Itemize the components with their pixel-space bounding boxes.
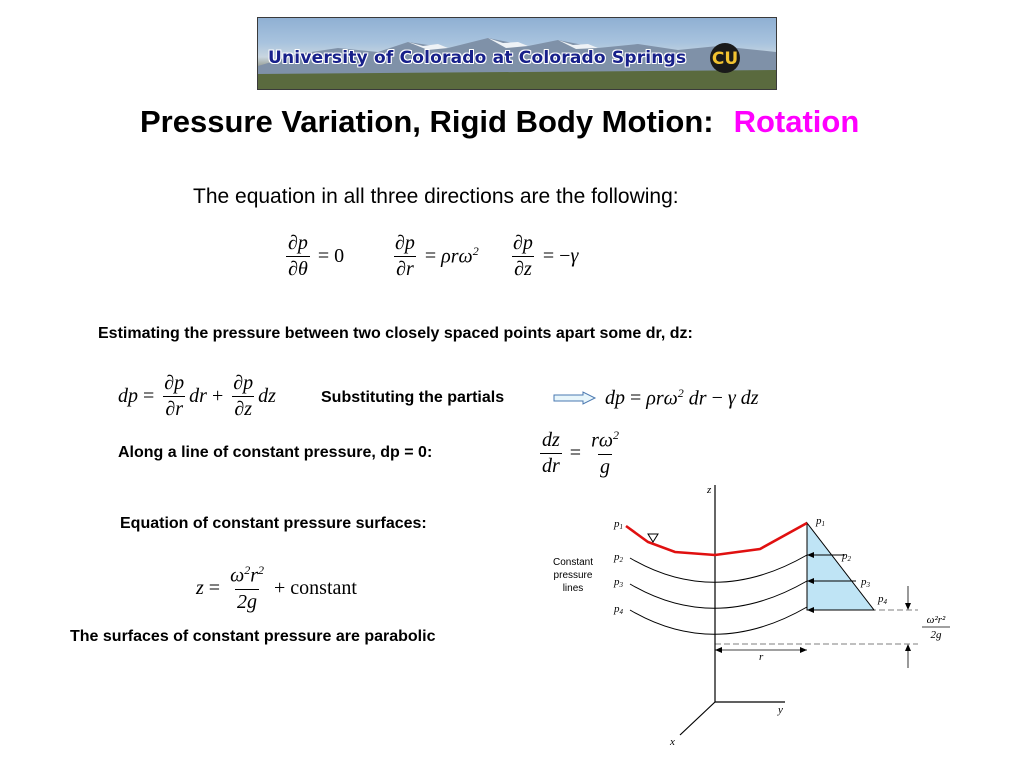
caption-line-3: lines bbox=[562, 583, 584, 594]
banner-title: University of Colorado at Colorado Springs bbox=[268, 48, 687, 68]
x-axis-line bbox=[680, 702, 715, 735]
x-axis-label: x bbox=[670, 736, 675, 748]
equation-dp-dtheta: $\frac{\partial p}{\partial\theta}$ = 0 bbox=[288, 232, 345, 280]
right-label-p4: p4 bbox=[878, 593, 887, 606]
height-label-numerator: ω²r² bbox=[926, 614, 946, 626]
equation-slope: $\frac{dz}{dr}$ = $\frac{r\omega^2}{g}$ bbox=[542, 428, 619, 478]
left-label-p3: p3 bbox=[614, 576, 623, 589]
along-line-text: Along a line of constant pressure, dp = 0: bbox=[118, 444, 433, 461]
left-label-p4: p4 bbox=[614, 603, 623, 616]
surfaces-heading: Equation of constant pressure surfaces: bbox=[120, 515, 427, 532]
radius-arrowhead-left bbox=[715, 647, 722, 653]
free-surface-symbol-icon bbox=[648, 534, 658, 542]
equation-dp-dz: $\frac{\partial p}{\partial z}$ = − γ bbox=[513, 232, 579, 280]
cu-logo-icon bbox=[705, 42, 745, 74]
y-axis-label: y bbox=[778, 704, 783, 716]
curve-p3 bbox=[630, 581, 807, 608]
radius-label: r bbox=[759, 651, 764, 663]
constant-word: constant bbox=[290, 576, 357, 599]
title-accent: Rotation bbox=[733, 104, 860, 139]
curve-p2 bbox=[630, 555, 807, 582]
height-arrowhead-bottom bbox=[905, 644, 911, 651]
substituting-text: Substituting the partials bbox=[321, 389, 505, 406]
pressure-distribution-triangle bbox=[807, 523, 874, 610]
radius-arrowhead-right bbox=[800, 647, 807, 653]
caption-line-2: pressure bbox=[553, 570, 593, 581]
conclusion-text: The surfaces of constant pressure are parabolic bbox=[70, 628, 436, 645]
left-label-p1: p1 bbox=[614, 518, 623, 531]
height-arrowhead-top bbox=[905, 603, 911, 610]
free-surface-curve bbox=[626, 523, 807, 555]
right-arrow-icon bbox=[553, 391, 597, 405]
equation-dp-dr: $\frac{\partial p}{\partial r}$ = ρrω$^2$ bbox=[395, 232, 479, 280]
university-banner bbox=[257, 17, 777, 90]
right-label-p3: p3 bbox=[861, 576, 870, 589]
right-label-p1: p1 bbox=[816, 515, 825, 528]
left-label-p2: p2 bbox=[614, 551, 623, 564]
equation-substituted: dp = ρrω$^2$ dr − γ dz bbox=[605, 386, 759, 410]
z-axis-label: z bbox=[707, 484, 712, 496]
caption-line-1: Constant bbox=[552, 557, 594, 568]
rotating-fluid-diagram bbox=[540, 480, 960, 760]
intro-text: The equation in all three directions are the following: bbox=[193, 185, 679, 208]
page-title bbox=[140, 104, 859, 140]
estimating-text: Estimating the pressure between two closely spaced points apart some dr, dz: bbox=[98, 325, 693, 342]
height-label-denominator: 2g bbox=[930, 629, 942, 641]
equation-parabola: z = $\frac{\omega^2r^2}{2g}$ + constant bbox=[196, 563, 357, 613]
right-label-p2: p2 bbox=[842, 550, 851, 563]
equation-total-differential: dp = $\frac{\partial p}{\partial r}$ dr + $\frac{\partial p}{\partial z}$ dz bbox=[118, 372, 276, 420]
svg-text:CU: CU bbox=[711, 49, 739, 69]
title-text: Pressure Variation, Rigid Body Motion: bbox=[140, 104, 714, 139]
curve-p4 bbox=[630, 607, 807, 634]
